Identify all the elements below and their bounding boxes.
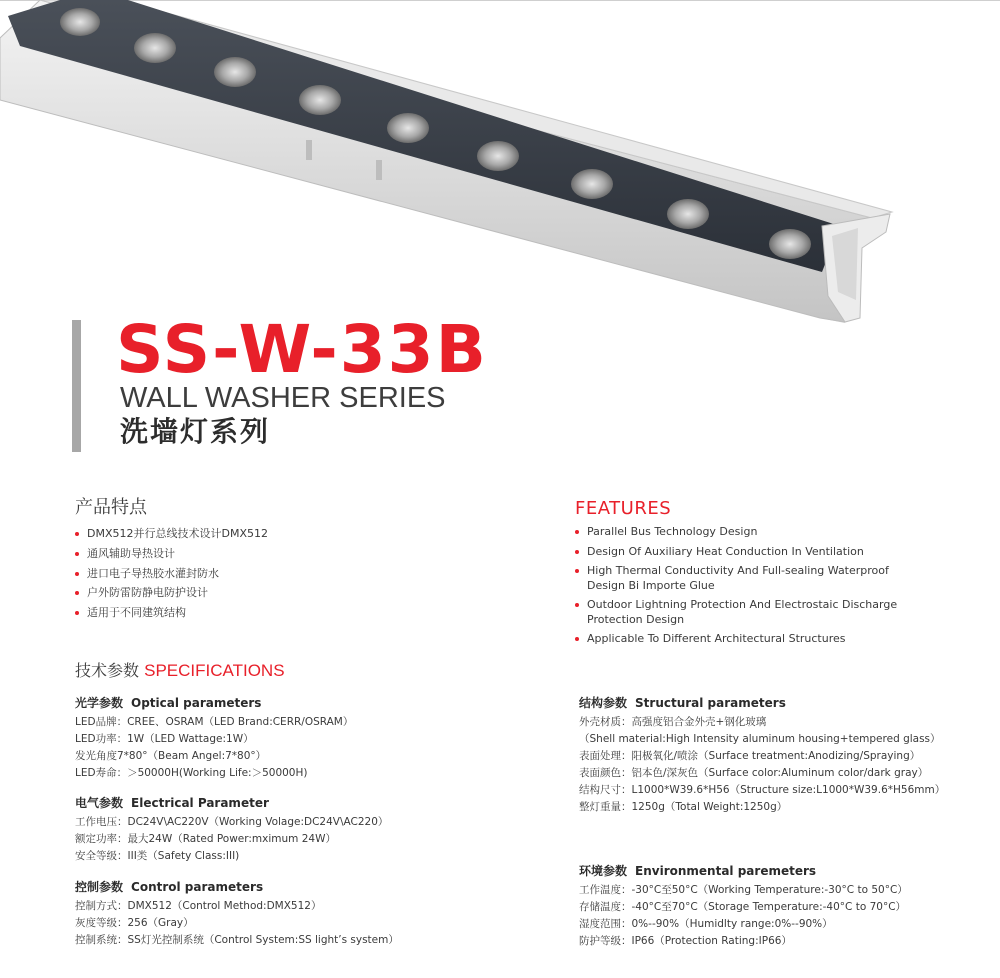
features-cn-list bbox=[75, 527, 515, 626]
title-accent-bar bbox=[72, 320, 81, 452]
group-heading: 光学参数 Optical parameters bbox=[75, 696, 262, 710]
list-item: 适用于不同建筑结构 bbox=[75, 606, 515, 621]
list-item: High Thermal Conductivity And Full-sealing Waterproof Design Bi Importe Glue bbox=[575, 564, 935, 593]
bullet-icon bbox=[75, 591, 79, 595]
list-item: 户外防雷防静电防护设计 bbox=[75, 586, 515, 601]
list-item: DMX512并行总线技术设计DMX512 bbox=[75, 527, 515, 542]
product-series-en: WALL WASHER SERIES bbox=[120, 382, 446, 414]
group-heading: 电气参数 Electrical Parameter bbox=[75, 796, 269, 810]
spec-line: LED寿命：＞50000H(Working Life:＞50000H) bbox=[75, 767, 308, 779]
list-item: Design Of Auxiliary Heat Conduction In Ventilation bbox=[575, 545, 935, 560]
list-item: Outdoor Lightning Protection And Electrostaic Discharge Protection Design bbox=[575, 598, 935, 627]
list-item: 进口电子导热胶水灌封防水 bbox=[75, 567, 515, 582]
group-heading: 结构参数 Structural parameters bbox=[579, 696, 786, 710]
bullet-icon bbox=[575, 550, 579, 554]
features-en-list bbox=[575, 525, 935, 652]
structural-parameters-group bbox=[579, 695, 945, 816]
optical-parameters-group bbox=[75, 695, 353, 782]
control-parameters-group bbox=[75, 879, 399, 949]
bullet-icon bbox=[75, 552, 79, 556]
features-en-title: FEATURES bbox=[575, 498, 672, 519]
spec-line: 外壳材质：高强度铝合金外壳+钢化玻璃 bbox=[579, 716, 767, 728]
spec-line: 安全等级：III类（Safety Class:III) bbox=[75, 850, 240, 862]
group-heading: 环境参数 Environmental paremeters bbox=[579, 864, 817, 878]
spec-line: 工作电压：DC24V\AC220V（Working Volage:DC24V\AC220） bbox=[75, 816, 389, 828]
spec-line: （Shell material:High Intensity aluminum housing+tempered glass） bbox=[579, 733, 941, 745]
spec-line: 控制系统：SS灯光控制系统（Control System:SS light’s system） bbox=[75, 934, 399, 946]
features-cn-title: 产品特点 bbox=[75, 497, 147, 518]
spec-line: 工作温度：-30°C至50°C（Working Temperature:-30°C to 50°C） bbox=[579, 884, 908, 896]
spec-line: 湿度范围：0%--90%（Humidlty range:0%--90%） bbox=[579, 918, 833, 930]
specifications-title-en: SPECIFICATIONS bbox=[144, 661, 285, 680]
spec-line: LED功率：1W（LED Wattage:1W） bbox=[75, 733, 254, 745]
specifications-title-cn: 技术参数 bbox=[75, 661, 140, 680]
bullet-icon bbox=[75, 611, 79, 615]
product-series-cn: 洗墙灯系列 bbox=[120, 415, 271, 448]
spec-line: 表面颜色：铝本色/深灰色（Surface color:Aluminum color/dark gray） bbox=[579, 767, 929, 779]
spec-line: 表面处理：阳极氧化/喷涂（Surface treatment:Anodizing/Spraying） bbox=[579, 750, 921, 762]
list-item: Parallel Bus Technology Design bbox=[575, 525, 935, 540]
spec-line: 额定功率：最大24W（Rated Power:mximum 24W） bbox=[75, 833, 336, 845]
bullet-icon bbox=[575, 637, 579, 641]
environmental-parameters-group bbox=[579, 863, 908, 950]
bullet-icon bbox=[75, 532, 79, 536]
bullet-icon bbox=[575, 603, 579, 607]
specifications-title bbox=[75, 660, 285, 682]
spec-line: 发光角度7*80°（Beam Angel:7*80°） bbox=[75, 750, 267, 762]
list-item: Applicable To Different Architectural Structures bbox=[575, 632, 935, 647]
electrical-parameters-group bbox=[75, 795, 388, 865]
spec-line: 灰度等级：256（Gray） bbox=[75, 917, 194, 929]
bullet-icon bbox=[575, 530, 579, 534]
product-model: SS-W-33B bbox=[116, 311, 488, 388]
spec-line: 防护等级：IP66（Protection Rating:IP66） bbox=[579, 935, 792, 947]
spec-line: 整灯重量：1250g（Total Weight:1250g） bbox=[579, 801, 788, 813]
spec-line: 结构尺寸：L1000*W39.6*H56（Structure size:L1000*W39.6*H56mm） bbox=[579, 784, 946, 796]
list-item: 通风辅助导热设计 bbox=[75, 547, 515, 562]
bullet-icon bbox=[75, 572, 79, 576]
spec-line: 控制方式：DMX512（Control Method:DMX512） bbox=[75, 900, 322, 912]
wall-washer-product-image bbox=[0, 0, 1000, 330]
group-heading: 控制参数 Control parameters bbox=[75, 880, 264, 894]
bullet-icon bbox=[575, 569, 579, 573]
spec-line: 存储温度：-40°C至70°C（Storage Temperature:-40°C to 70°C） bbox=[579, 901, 907, 913]
spec-line: LED品牌：CREE、OSRAM（LED Brand:CERR/OSRAM） bbox=[75, 716, 354, 728]
